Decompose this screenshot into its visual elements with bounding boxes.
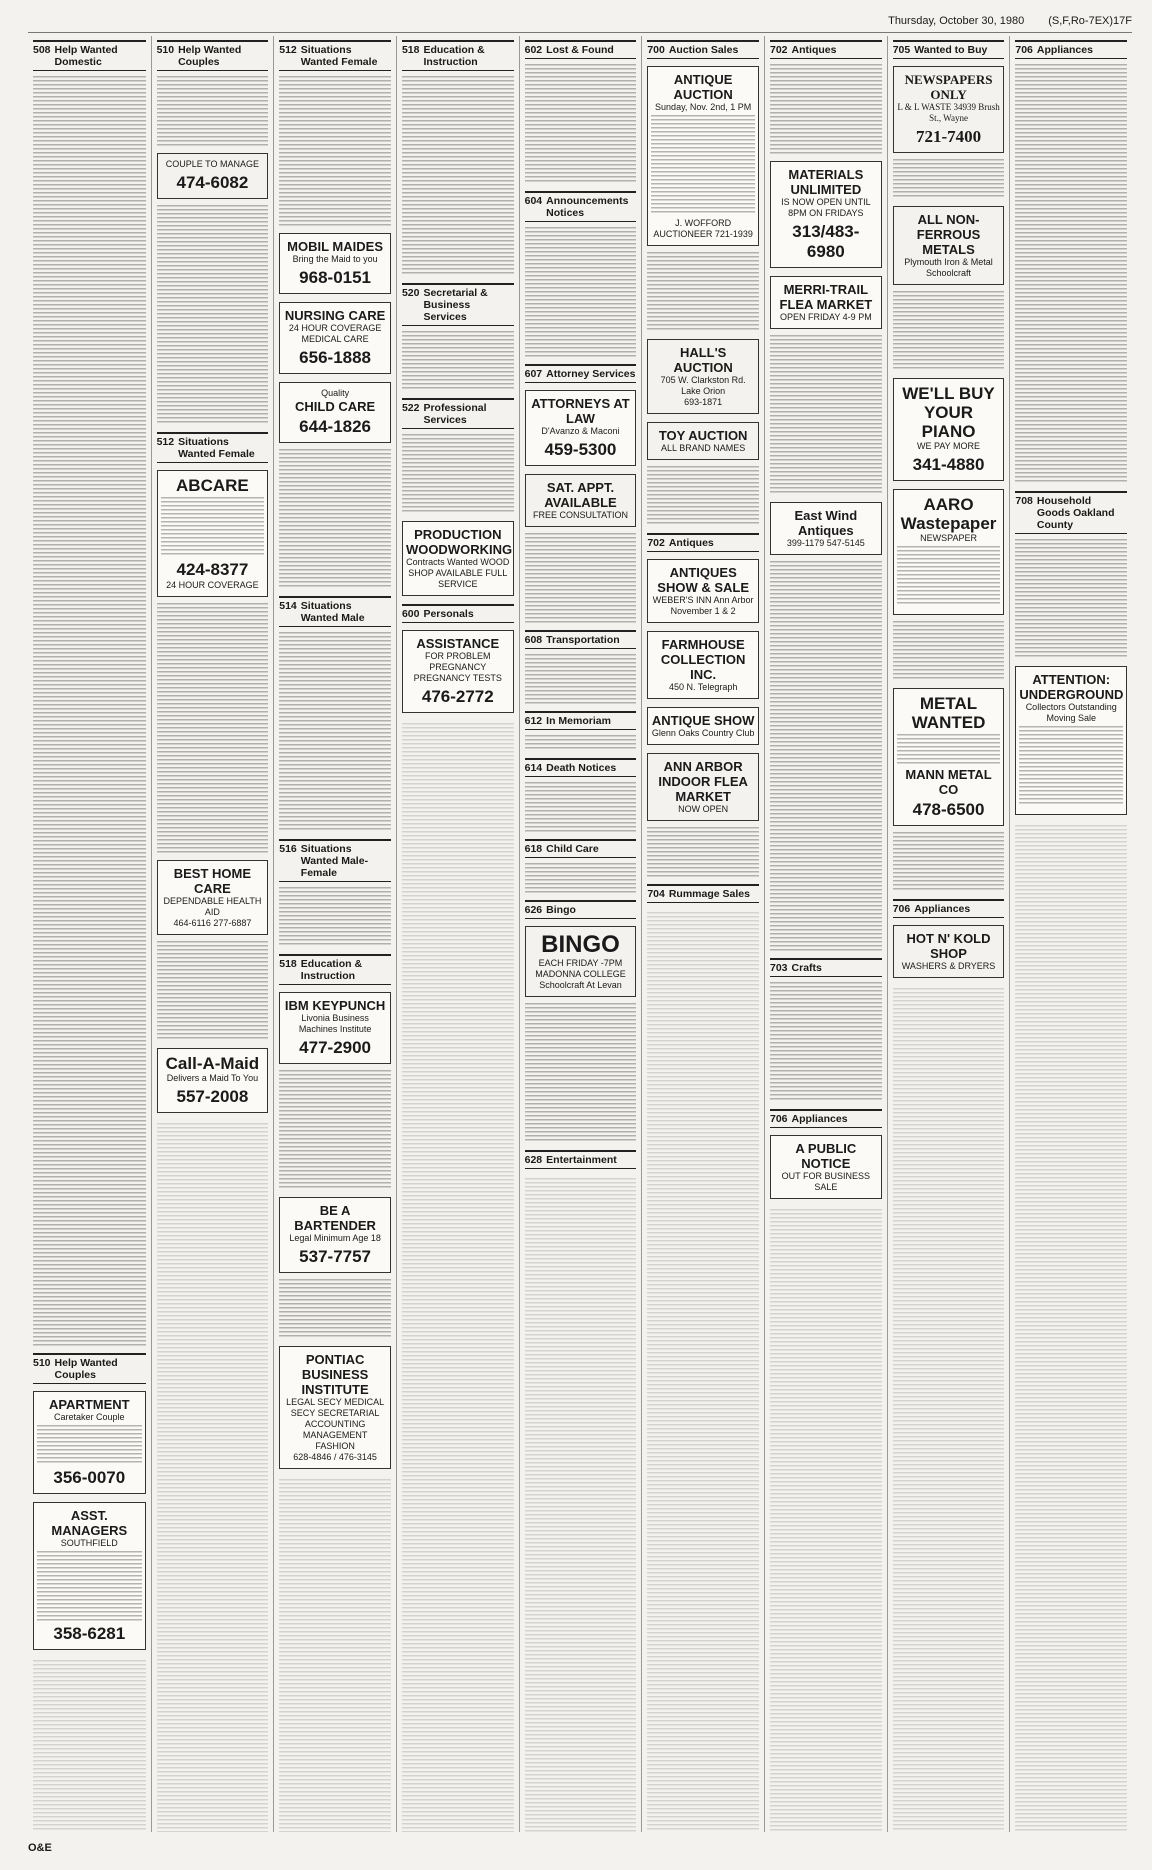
display-ad: FARMHOUSE COLLECTION INC. 450 N. Telegraph	[647, 631, 759, 699]
classified-text	[525, 735, 637, 751]
classified-text	[402, 331, 514, 391]
display-ad: BE A BARTENDER Legal Minimum Age 18 537-7757	[279, 1197, 391, 1273]
classified-text	[402, 76, 514, 276]
column-6	[641, 36, 764, 1832]
section-heading: 600 Personals	[402, 604, 514, 623]
classified-text	[402, 723, 514, 1832]
section-heading: 518 Education & Instruction	[279, 954, 391, 985]
classified-text	[157, 941, 269, 1041]
display-ad: ATTENTION: UNDERGROUND Collectors Outstanding Moving Sale	[1015, 666, 1127, 815]
display-ad: HOT N' KOLD SHOP WASHERS & DRYERS	[893, 925, 1005, 978]
section-heading: 604 Announcements Notices	[525, 191, 637, 222]
section-heading: 512 Situations Wanted Female	[157, 432, 269, 463]
classified-text	[157, 76, 269, 146]
classified-text	[525, 654, 637, 704]
display-ad: ANN ARBOR INDOOR FLEA MARKET NOW OPEN	[647, 753, 759, 821]
section-heading: 706 Appliances	[1015, 40, 1127, 59]
classified-text	[525, 227, 637, 357]
classified-text	[33, 76, 146, 1346]
display-ad: PONTIAC BUSINESS INSTITUTE LEGAL SECY MEDICAL SECY SECRETARIAL ACCOUNTING MANAGEMENT FASHION 628-4846 / 476-3145	[279, 1346, 391, 1469]
classified-text	[647, 827, 759, 877]
display-ad: HALL'S AUCTION 705 W. Clarkston Rd. Lake Orion 693-1871	[647, 339, 759, 414]
section-heading: 706 Appliances	[770, 1109, 882, 1128]
section-heading: 703 Crafts	[770, 958, 882, 977]
section-heading: 508 Help Wanted Domestic	[33, 40, 146, 71]
classified-text	[770, 335, 882, 495]
classified-text	[647, 466, 759, 526]
section-heading: 626 Bingo	[525, 900, 637, 919]
section-heading: 704 Rummage Sales	[647, 884, 759, 903]
classified-text	[525, 782, 637, 832]
display-ad: A PUBLIC NOTICE OUT FOR BUSINESS SALE	[770, 1135, 882, 1199]
section-heading: 522 Professional Services	[402, 398, 514, 429]
section-heading: 608 Transportation	[525, 630, 637, 649]
classified-text	[402, 434, 514, 514]
section-heading: 514 Situations Wanted Male	[279, 596, 391, 627]
classified-text	[525, 863, 637, 893]
display-ad: MERRI-TRAIL FLEA MARKET OPEN FRIDAY 4-9 PM	[770, 276, 882, 329]
section-heading: 512 Situations Wanted Female	[279, 40, 391, 71]
section-heading: 510 Help Wanted Couples	[157, 40, 269, 71]
classified-text	[893, 988, 1005, 1832]
classified-text	[893, 291, 1005, 371]
display-ad: ANTIQUES SHOW & SALE WEBER'S INN Ann Arbor November 1 & 2	[647, 559, 759, 623]
classified-text	[157, 1123, 269, 1832]
display-ad: TOY AUCTION ALL BRAND NAMES	[647, 422, 759, 460]
display-ad: MATERIALS UNLIMITED IS NOW OPEN UNTIL 8PM ON FRIDAYS 313/483-6980	[770, 161, 882, 268]
classified-text	[279, 887, 391, 947]
column-4	[396, 36, 519, 1832]
display-ad: ANTIQUE AUCTION Sunday, Nov. 2nd, 1 PM J. WOFFORD AUCTIONEER 721-1939	[647, 66, 759, 246]
classified-text	[647, 252, 759, 332]
classified-text	[157, 205, 269, 425]
display-ad: ASST. MANAGERS SOUTHFIELD 358-6281	[33, 1502, 146, 1650]
display-ad: ABCARE 424-8377 24 HOUR COVERAGE	[157, 470, 269, 597]
display-ad: ASSISTANCE FOR PROBLEM PREGNANCY PREGNANCY TESTS 476-2772	[402, 630, 514, 713]
display-ad: NEWSPAPERS ONLY L & L WASTE 34939 Brush St., Wayne 721-7400	[893, 66, 1005, 153]
classifieds-page	[28, 36, 1132, 1832]
display-ad: NURSING CARE 24 HOUR COVERAGE MEDICAL CARE 656-1888	[279, 302, 391, 374]
section-heading: 628 Entertainment	[525, 1150, 637, 1169]
classified-text	[1015, 539, 1127, 659]
section-heading: 510 Help Wanted Couples	[33, 1353, 146, 1384]
classified-text	[279, 632, 391, 832]
section-heading: 702 Antiques	[770, 40, 882, 59]
display-ad: BEST HOME CARE DEPENDABLE HEALTH AID 464-6116 277-6887	[157, 860, 269, 935]
display-ad: ALL NON-FERROUS METALS Plymouth Iron & Metal Schoolcraft	[893, 206, 1005, 285]
classified-text	[279, 1070, 391, 1190]
section-heading: 520 Secretarial & Business Services	[402, 283, 514, 326]
column-5	[519, 36, 642, 1832]
section-heading: 705 Wanted to Buy	[893, 40, 1005, 59]
classified-text	[770, 982, 882, 1102]
column-2	[151, 36, 274, 1832]
classified-text	[33, 1660, 146, 1832]
classified-text	[525, 1003, 637, 1143]
display-ad: PRODUCTION WOODWORKING Contracts Wanted WOOD SHOP AVAILABLE FULL SERVICE	[402, 521, 514, 596]
display-ad: SAT. APPT. AVAILABLE FREE CONSULTATION	[525, 474, 637, 527]
column-8	[887, 36, 1010, 1832]
column-3	[273, 36, 396, 1832]
classified-text	[770, 561, 882, 951]
classified-text	[279, 76, 391, 226]
display-ad: Quality CHILD CARE 644-1826	[279, 382, 391, 443]
display-ad: ATTORNEYS AT LAW D'Avanzo & Maconi 459-5300	[525, 390, 637, 466]
classified-text	[893, 159, 1005, 199]
column-9	[1009, 36, 1132, 1832]
section-heading: 602 Lost & Found	[525, 40, 637, 59]
display-ad: METAL WANTED MANN METAL CO 478-6500	[893, 688, 1005, 826]
classified-text	[157, 603, 269, 853]
column-7	[764, 36, 887, 1832]
classified-text	[279, 449, 391, 589]
display-ad: APARTMENT Caretaker Couple 356-0070	[33, 1391, 146, 1494]
display-ad: BINGO EACH FRIDAY -7PM MADONNA COLLEGE Schoolcraft At Levan	[525, 926, 637, 997]
display-ad: COUPLE TO MANAGE 474-6082	[157, 153, 269, 199]
issue-date: Thursday, October 30, 1980	[888, 15, 1025, 27]
classified-text	[647, 912, 759, 1832]
classified-text	[525, 64, 637, 184]
display-ad: IBM KEYPUNCH Livonia Business Machines Institute 477-2900	[279, 992, 391, 1064]
classified-text	[893, 621, 1005, 681]
section-heading: 708 Household Goods Oakland County	[1015, 491, 1127, 534]
classified-text	[1015, 825, 1127, 1832]
display-ad: ANTIQUE SHOW Glenn Oaks Country Club	[647, 707, 759, 745]
display-ad: AARO Wastepaper NEWSPAPER	[893, 489, 1005, 615]
section-heading: 618 Child Care	[525, 839, 637, 858]
display-ad: East Wind Antiques 399-1179 547-5145	[770, 502, 882, 555]
classified-text	[1015, 64, 1127, 484]
section-heading: 706 Appliances	[893, 899, 1005, 918]
classified-text	[893, 832, 1005, 892]
edition-code: (S,F,Ro-7EX)17F	[1048, 15, 1132, 27]
classified-text	[279, 1279, 391, 1339]
section-heading: 612 In Memoriam	[525, 711, 637, 730]
classified-text	[279, 1479, 391, 1832]
display-ad: MOBIL MAIDES Bring the Maid to you 968-0151	[279, 233, 391, 294]
section-heading: 614 Death Notices	[525, 758, 637, 777]
classified-text	[525, 533, 637, 623]
column-1	[28, 36, 151, 1832]
section-heading: 516 Situations Wanted Male-Female	[279, 839, 391, 882]
display-ad: Call-A-Maid Delivers a Maid To You 557-2008	[157, 1048, 269, 1113]
section-heading: 702 Antiques	[647, 533, 759, 552]
classified-text	[770, 64, 882, 154]
display-ad: WE'LL BUY YOUR PIANO WE PAY MORE 341-4880	[893, 378, 1005, 481]
section-heading: 607 Attorney Services	[525, 364, 637, 383]
section-heading: 700 Auction Sales	[647, 40, 759, 59]
classified-text	[525, 1178, 637, 1832]
page-footer: O&E	[28, 1842, 52, 1854]
section-heading: 518 Education & Instruction	[402, 40, 514, 71]
masthead	[28, 10, 1132, 33]
classified-text	[770, 1209, 882, 1832]
